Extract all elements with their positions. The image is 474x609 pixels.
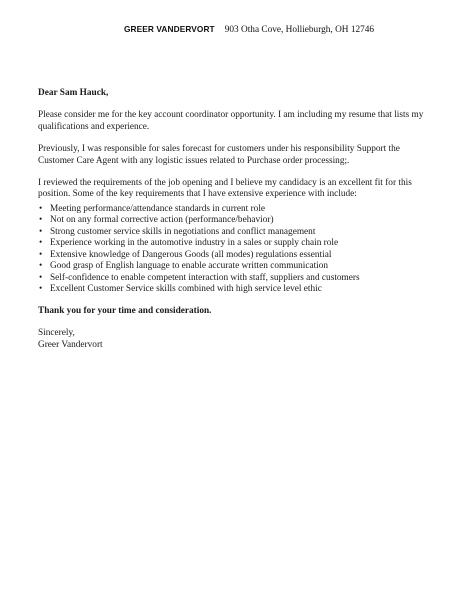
- sender-name: GREER VANDERVORT: [124, 24, 215, 34]
- list-item: [38, 238, 438, 250]
- list-item-text: Excellent Customer Service skills combined with high service level ethic: [50, 284, 322, 295]
- list-item-text: Meeting performance/attendance standards in current role: [50, 203, 266, 214]
- list-item: [38, 227, 438, 239]
- list-item-text: Not on any formal corrective action (performance/behavior): [50, 215, 274, 226]
- list-item-text: Extensive knowledge of Dangerous Goods (all modes) regulations essential: [50, 249, 332, 260]
- paragraph-experience: Previously, I was responsible for sales forecast for customers under his responsibility Support the Customer Care Agent with any logistic issues related to Purchase order processing;.: [38, 144, 400, 166]
- list-item-text: Self-confidence to enable competent interaction with staff, suppliers and customers: [50, 272, 360, 283]
- bullet-icon: •: [39, 261, 43, 272]
- bullet-icon: •: [39, 284, 43, 295]
- bullet-icon: •: [39, 203, 43, 214]
- list-item-text: Experience working in the automotive industry in a sales or supply chain role: [50, 238, 339, 249]
- requirements-list: [38, 204, 438, 296]
- closing-block: [38, 328, 438, 351]
- bullet-icon: •: [39, 226, 43, 237]
- list-item: [38, 261, 438, 273]
- list-item-text: Good grasp of English language to enable accurate written communication: [50, 261, 329, 272]
- list-item: [38, 215, 438, 227]
- paragraph-intro: Please consider me for the key account coordinator opportunity. I am including my resume that lists my qualifications and experience.: [38, 110, 424, 132]
- bullet-icon: •: [39, 272, 43, 283]
- bullet-icon: •: [39, 215, 43, 226]
- bullet-icon: •: [39, 249, 43, 260]
- thanks-line: Thank you for your time and consideration.: [38, 305, 212, 316]
- salutation: Dear Sam Hauck,: [38, 88, 109, 98]
- letter-header: [124, 24, 374, 35]
- list-item: [38, 204, 438, 216]
- letter-body: [38, 88, 438, 351]
- sender-address: 903 Otha Cove, Hollieburgh, OH 12746: [224, 25, 375, 35]
- signature-name: Greer Vandervort: [38, 339, 103, 350]
- bullet-icon: •: [39, 238, 43, 249]
- list-item-text: Strong customer service skills in negotiations and conflict management: [50, 226, 316, 237]
- list-item: [38, 284, 438, 296]
- list-item: [38, 273, 438, 285]
- list-item: [38, 250, 438, 262]
- closing-phrase: Sincerely,: [38, 328, 75, 339]
- paragraph-requirements: I reviewed the requirements of the job opening and I believe my candidacy is an excellent fit for this position. Some of the key requirements that I have extensive experience with include:: [38, 178, 412, 200]
